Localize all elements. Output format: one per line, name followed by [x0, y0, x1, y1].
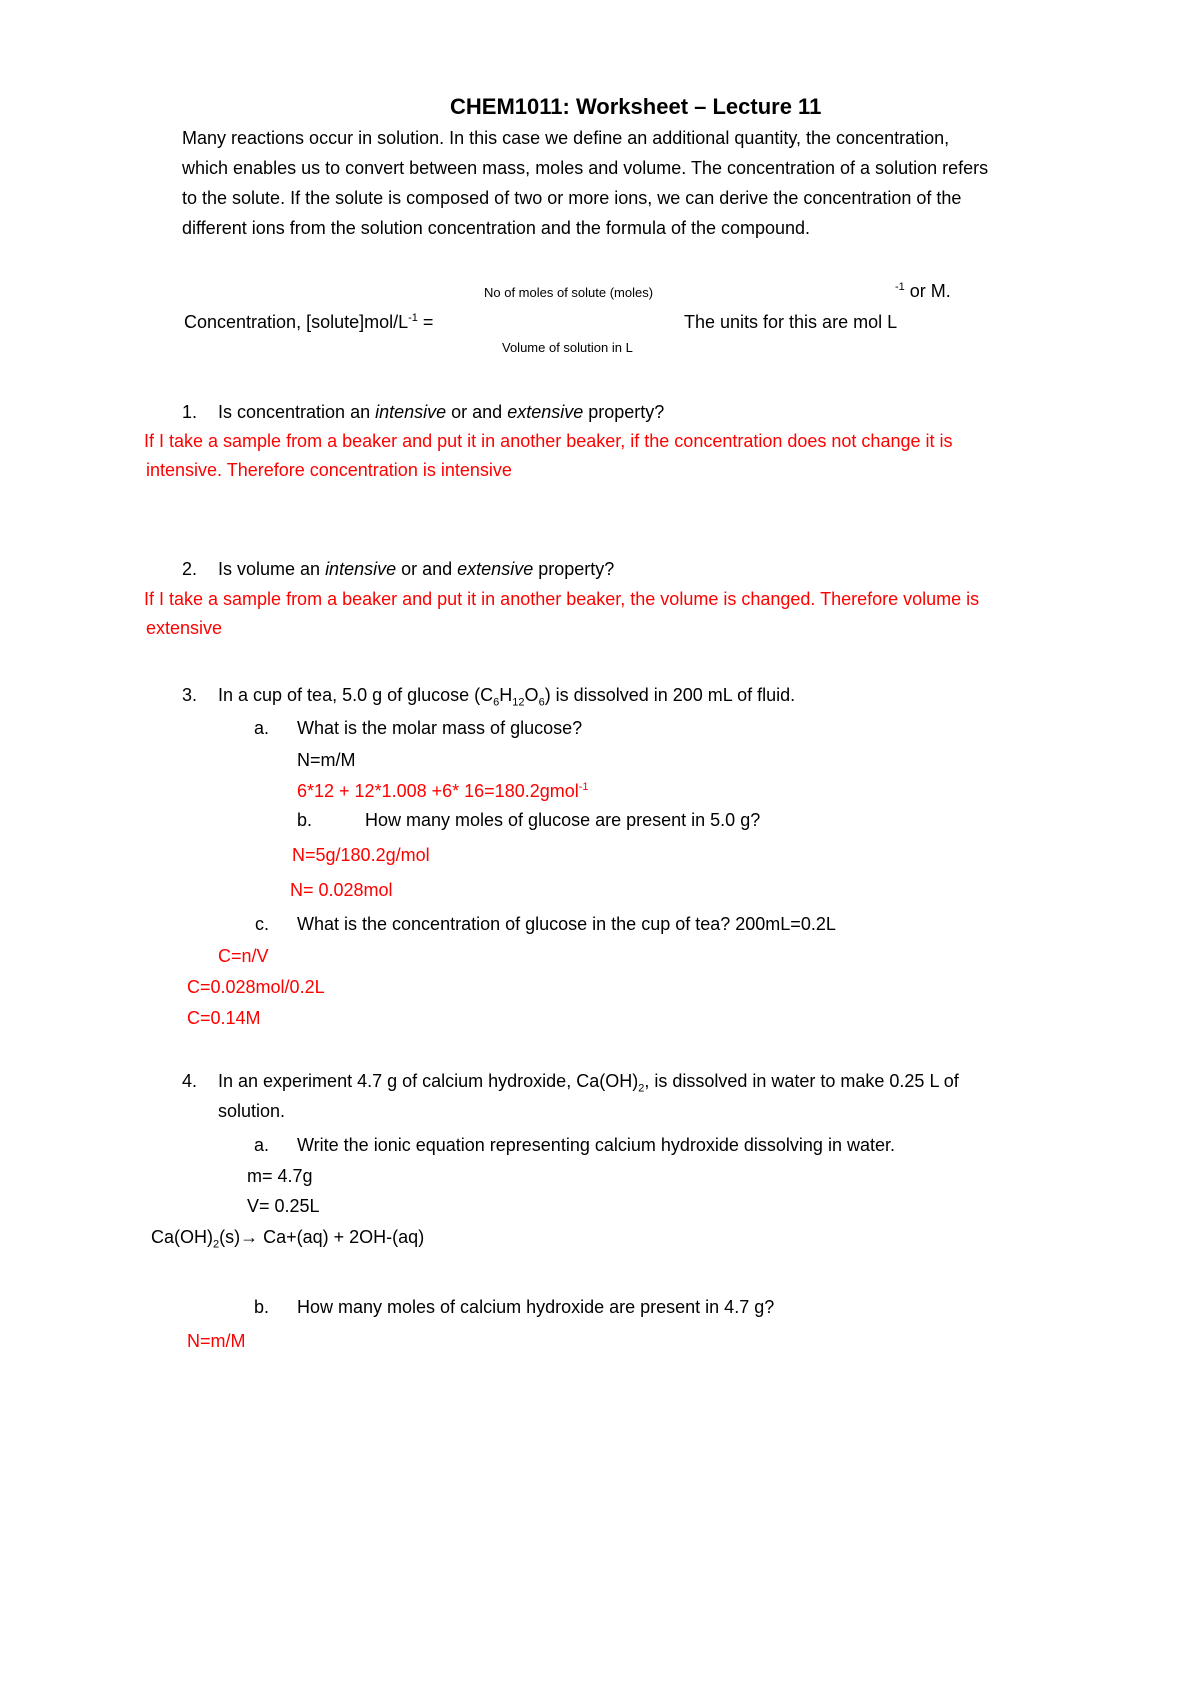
formula-numerator: No of moles of solute (moles) [484, 285, 654, 300]
answer-line: intensive. Therefore concentration is intensive [146, 460, 512, 480]
q-sub: 12 [512, 696, 525, 709]
subquestion-text: What is the concentration of glucose in the cup of tea? 200mL=0.2L [297, 914, 836, 934]
question-number: 4. [182, 1071, 198, 1091]
answer-sup: -1 [578, 781, 589, 793]
question-text [218, 401, 664, 423]
q-text-part: or and [446, 402, 508, 422]
subquestion-text: How many moles of calcium hydroxide are present in 4.7 g? [297, 1297, 775, 1317]
answer-line: N= 0.028mol [290, 880, 393, 900]
answer-line: N=5g/180.2g/mol [292, 845, 430, 865]
work-line: V= 0.25L [247, 1196, 320, 1216]
formula-lhs-sup: -1 [408, 312, 418, 324]
page-title: CHEM1011: Worksheet – Lecture 11 [450, 94, 822, 119]
eq-part: Ca+(aq) + 2OH-(aq) [258, 1227, 425, 1247]
intro-line: Many reactions occur in solution. In this case we define an additional quantity, the concentration, [182, 128, 950, 148]
units-tail: or M. [904, 281, 951, 301]
q-text-part: Is volume an [218, 559, 326, 579]
q-sub: 6 [493, 696, 500, 709]
q-text-part: property? [583, 402, 665, 422]
answer-line: C=0.028mol/0.2L [187, 977, 325, 997]
q-em: extensive [507, 402, 584, 422]
q-em: extensive [457, 559, 534, 579]
answer-line: N=m/M [187, 1331, 246, 1351]
eq-part: Ca(OH) [151, 1227, 213, 1247]
work-line: m= 4.7g [247, 1166, 313, 1186]
formula-lhs-eq: = [417, 312, 434, 332]
q-em: intensive [375, 402, 447, 422]
question-text-line2: solution. [218, 1101, 286, 1121]
answer-line: extensive [146, 618, 223, 638]
question-number: 1. [182, 402, 198, 422]
answer-line: C=n/V [218, 946, 269, 966]
question-number: 2. [182, 559, 198, 579]
question-number: 3. [182, 685, 198, 705]
q-text-part: or and [396, 559, 458, 579]
subquestion-label: a. [254, 1135, 270, 1155]
q-text-part: In a cup of tea, 5.0 g of glucose (C [218, 685, 494, 705]
question-text [218, 1070, 959, 1095]
subquestion-text: Write the ionic equation representing calcium hydroxide dissolving in water. [297, 1135, 895, 1155]
answer-line: If I take a sample from a beaker and put it in another beaker, the volume is changed. Therefore volume is [144, 589, 980, 609]
subquestion-label: b. [254, 1297, 270, 1317]
intro-line: which enables us to convert between mass, moles and volume. The concentration of a solution refers [182, 158, 989, 178]
q-text-part: ) is dissolved in 200 mL of fluid. [544, 685, 796, 705]
units-sup: -1 [895, 281, 905, 293]
q-sub: 6 [538, 696, 545, 709]
intro-line: different ions from the solution concentration and the formula of the compound. [182, 218, 811, 238]
q-text-part: , is dissolved in water to make 0.25 L of [644, 1071, 959, 1091]
formula-lhs [184, 311, 433, 333]
formula-denominator: Volume of solution in L [502, 340, 633, 355]
question-text [218, 684, 796, 709]
q-text-part: property? [533, 559, 615, 579]
work-line: N=m/M [297, 750, 356, 770]
formula-units-sup-line [895, 280, 951, 302]
formula-lhs-text: Concentration, [solute]mol/L [184, 312, 409, 332]
answer-line [297, 780, 589, 802]
subquestion-label: a. [254, 718, 270, 738]
q-text-part: In an experiment 4.7 g of calcium hydroxide, Ca(OH) [218, 1071, 639, 1091]
q-text-part: H [499, 685, 513, 705]
answer-text: 6*12 + 12*1.008 +6* 16=180.2gmol [297, 781, 579, 801]
subquestion-text: What is the molar mass of glucose? [297, 718, 583, 738]
q-sub: 2 [638, 1082, 645, 1095]
ionic-equation [151, 1226, 425, 1251]
answer-line: If I take a sample from a beaker and put it in another beaker, if the concentration does not change it is [144, 431, 953, 451]
question-text [218, 558, 614, 580]
q-text-part: Is concentration an [218, 402, 376, 422]
formula-units-text: The units for this are mol L [684, 312, 898, 332]
eq-sub: 2 [213, 1238, 220, 1251]
answer-line: C=0.14M [187, 1008, 261, 1028]
q-em: intensive [325, 559, 397, 579]
intro-line: to the solute. If the solute is composed of two or more ions, we can derive the concentration of the [182, 188, 962, 208]
subquestion-text: How many moles of glucose are present in 5.0 g? [365, 810, 761, 830]
q-text-part: O [524, 685, 539, 705]
eq-part: (s) [219, 1227, 241, 1247]
arrow-icon: → [240, 1227, 259, 1247]
subquestion-label: c. [255, 914, 270, 934]
subquestion-label: b. [297, 810, 313, 830]
